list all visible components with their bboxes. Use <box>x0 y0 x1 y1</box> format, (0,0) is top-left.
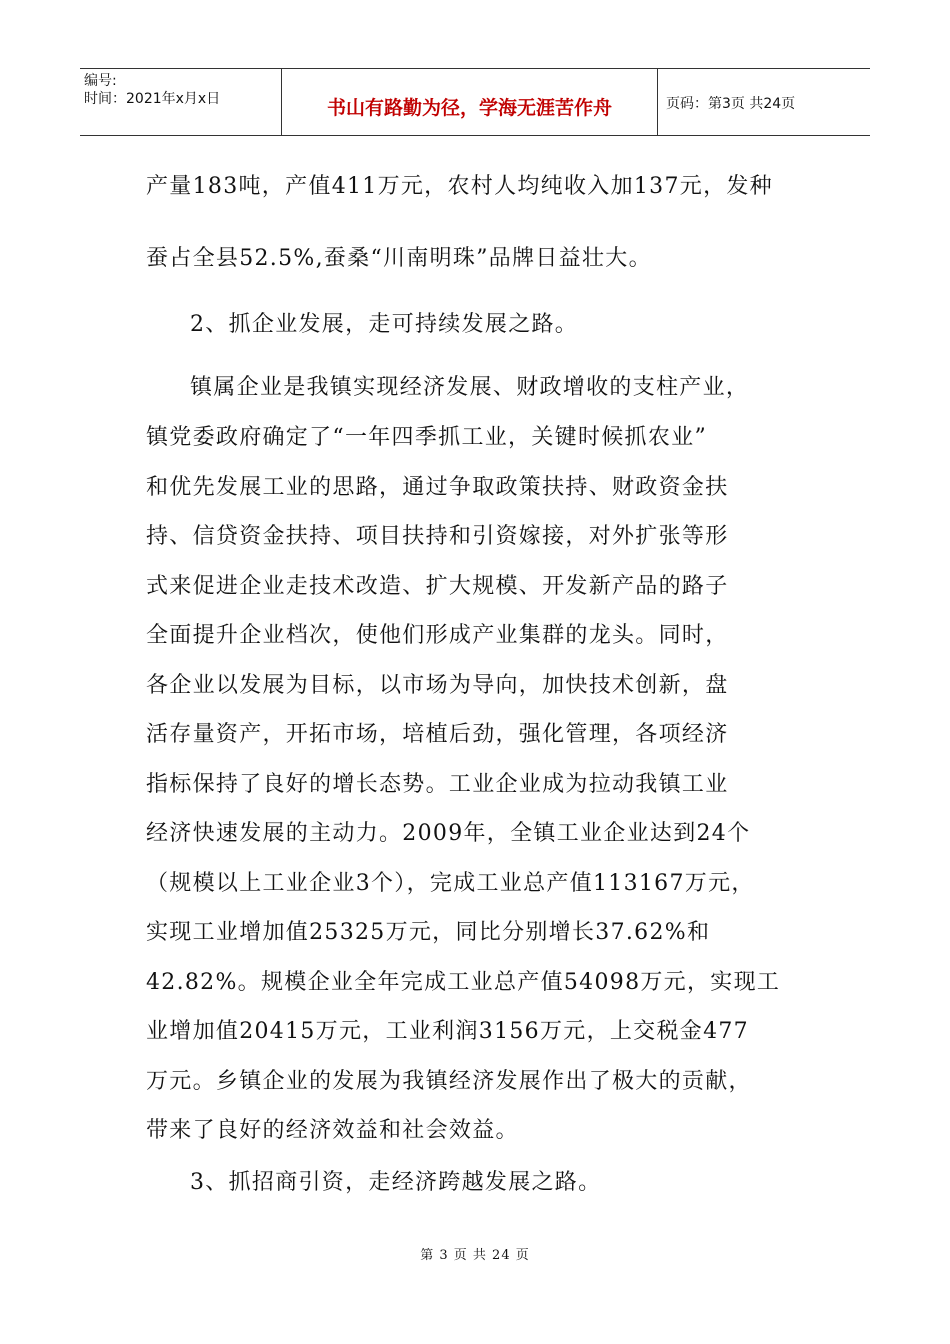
body-line: 经济快速发展的主动力。2009年，全镇工业企业达到24个 <box>146 821 751 846</box>
body-line: 各企业以发展为目标，以市场为导向，加快技术创新，盘 <box>146 673 729 698</box>
body-line: 3、抓招商引资，走经济跨越发展之路。 <box>190 1170 602 1195</box>
header-motto: 书山有路勤为径，学海无涯苦作舟 <box>326 96 612 119</box>
body-line: 业增加值20415万元，工业利润3156万元，上交税金477 <box>146 1019 749 1044</box>
document-time-label: 时间：2021年x月x日 <box>84 91 221 107</box>
body-line: 蚕占全县52.5%,蚕桑“川南明珠”品牌日益壮大。 <box>146 246 652 271</box>
body-line: 带来了良好的经济效益和社会效益。 <box>146 1118 519 1143</box>
body-line: 和优先发展工业的思路，通过争取政策扶持、财政资金扶 <box>146 475 729 500</box>
body-line: 万元。乡镇企业的发展为我镇经济发展作出了极大的贡献， <box>146 1069 752 1094</box>
header-page-cell <box>658 69 870 135</box>
body-line: 产量183吨，产值411万元，农村人均纯收入加137元，发种 <box>146 174 773 199</box>
body-line: 镇属企业是我镇实现经济发展、财政增收的支柱产业， <box>190 375 750 400</box>
page-footer: 第 3 页 共 24 页 <box>420 1248 530 1263</box>
body-line: 活存量资产，开拓市场，培植后劲，强化管理，各项经济 <box>146 722 729 747</box>
body-line: 42.82%。规模企业全年完成工业总产值54098万元，实现工 <box>146 970 781 995</box>
body-line: 实现工业增加值25325万元，同比分别增长37.62%和 <box>146 920 711 945</box>
body-line: （规模以上工业企业3个），完成工业总产值113167万元， <box>146 871 755 896</box>
header-page-label: 页码：第3页 共24页 <box>666 96 796 112</box>
body-line: 镇党委政府确定了“一年四季抓工业，关键时候抓农业” <box>146 425 707 450</box>
body-line: 持、信贷资金扶持、项目扶持和引资嫁接，对外扩张等形 <box>146 524 729 549</box>
document-header <box>80 68 870 136</box>
body-line: 全面提升企业档次，使他们形成产业集群的龙头。同时， <box>146 623 729 648</box>
body-line: 指标保持了良好的增长态势。工业企业成为拉动我镇工业 <box>146 772 729 797</box>
document-number-label: 编号: <box>84 73 117 89</box>
header-meta-cell <box>80 69 282 135</box>
header-motto-cell <box>282 69 658 135</box>
body-line: 式来促进企业走技术改造、扩大规模、开发新产品的路子 <box>146 574 729 599</box>
body-line: 2、抓企业发展，走可持续发展之路。 <box>190 312 579 337</box>
